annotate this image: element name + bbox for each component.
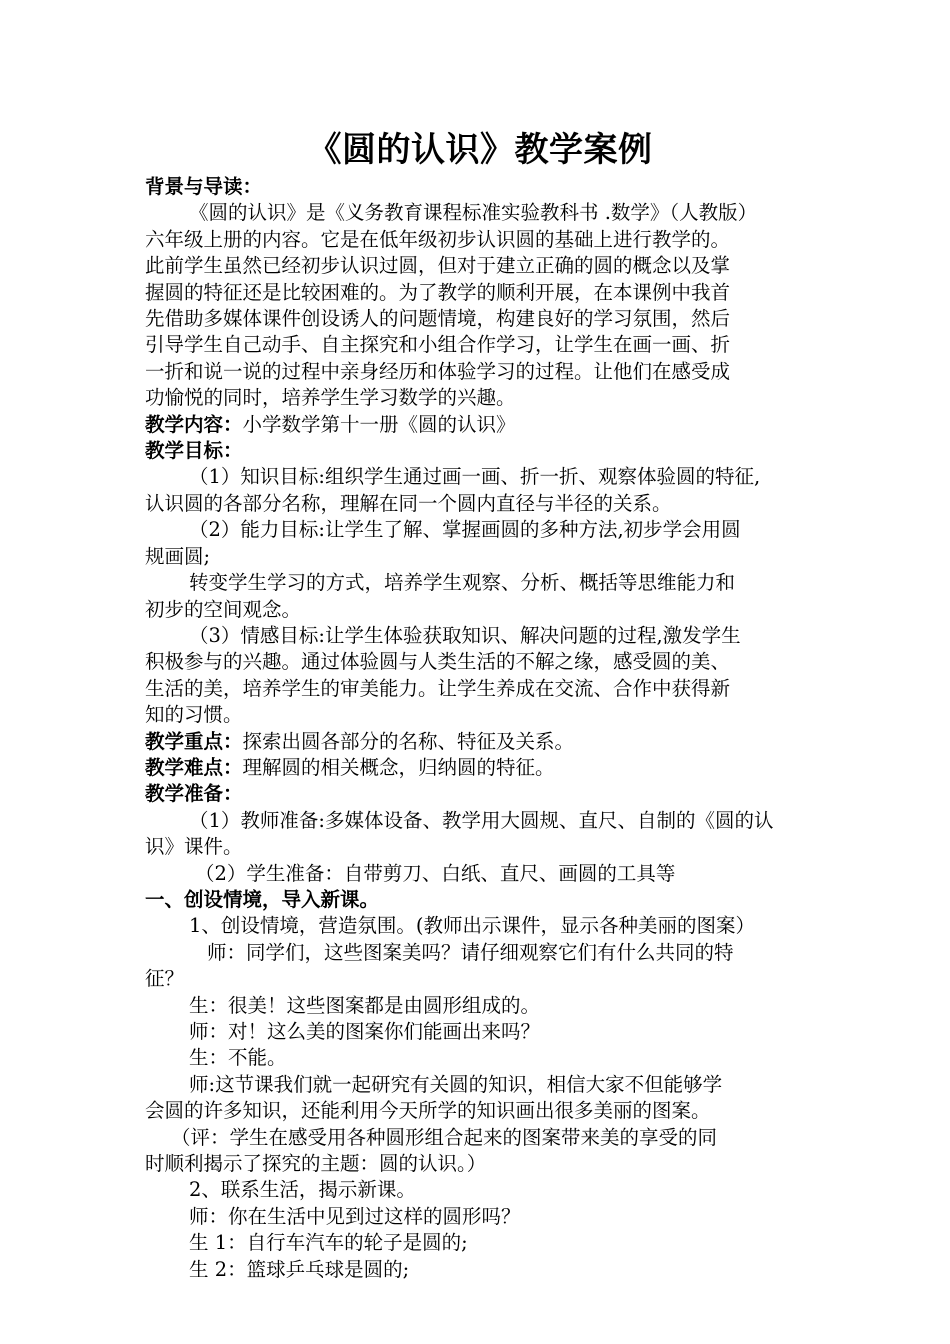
text-line (145, 438, 815, 464)
paragraph-text: 此前学生虽然已经初步认识过圆，但对于建立正确的圆的概念以及掌 (145, 254, 731, 278)
text-line (145, 1257, 815, 1283)
text-line (145, 861, 815, 887)
text-line (145, 464, 815, 490)
text-line (145, 570, 815, 596)
text-line (145, 649, 815, 675)
text-line (145, 1177, 815, 1203)
paragraph-text: 师：对！这么美的图案你们能画出来吗？ (189, 1020, 541, 1043)
text-line (145, 702, 815, 728)
paragraph-text: 小学数学第十一册《圆的认识》 (242, 412, 516, 436)
paragraph-text: （2）能力目标:让学生了解、掌握画圆的多种方法,初步学会用圆 (189, 518, 741, 542)
paragraph-text: 会圆的许多知识，还能利用今天所学的知识画出很多美丽的图案。 (145, 1099, 711, 1123)
paragraph-text: 先借助多媒体课件创设诱人的问题情境，构建良好的学习氛围，然后 (145, 307, 731, 331)
text-line (145, 1072, 815, 1098)
paragraph-text: （1）教师准备:多媒体设备、教学用大圆规、直尺、自制的《圆的认 (189, 808, 774, 832)
paragraph-text: 知的习惯。 (145, 703, 243, 727)
paragraph-text: 生 1：自行车汽车的轮子是圆的; (189, 1231, 468, 1255)
text-line (145, 676, 815, 702)
paragraph-text: 1、创设情境，营造氛围。(教师出示课件，显示各种美丽的图案） (189, 914, 756, 938)
text-line (145, 623, 815, 649)
text-line (145, 808, 815, 834)
paragraph-text: 积极参与的兴趣。通过体验圆与人类生活的不解之缘，感受圆的美、 (145, 650, 731, 674)
paragraph-text: 师：同学们，这些图案美吗？请仔细观察它们有什么共同的特 (207, 940, 734, 964)
text-line (145, 597, 815, 623)
paragraph-text: 师:这节课我们就一起研究有关圆的知识，相信大家不但能够学 (189, 1072, 723, 1096)
section-heading: 一、创设情境，导入新课。 (145, 887, 380, 911)
paragraph-text: 认识圆的各部分名称，理解在同一个圆内直径与半径的关系。 (145, 491, 672, 515)
text-line (145, 1151, 815, 1177)
text-line (145, 1125, 815, 1151)
paragraph-text: 时顺利揭示了探究的主题：圆的认识。） (145, 1152, 487, 1176)
paragraph-text: 生：不能。 (189, 1046, 287, 1070)
section-heading: 教学难点： (145, 755, 243, 779)
paragraph-text: 一折和说一说的过程中亲身经历和体验学习的过程。让他们在感受成 (145, 359, 731, 383)
text-line (145, 993, 815, 1019)
paragraph-text: 生 2：篮球乒乓球是圆的; (189, 1257, 410, 1281)
paragraph-text: （评：学生在感受用各种圆形组合起来的图案带来美的享受的同 (171, 1125, 718, 1149)
text-line (145, 940, 815, 966)
text-line (145, 332, 815, 358)
text-line (145, 280, 815, 306)
document-page (145, 128, 815, 1283)
paragraph-text: 转变学生学习的方式，培养学生观察、分析、概括等思维能力和 (189, 571, 736, 595)
paragraph-text: 规画圆; (145, 544, 211, 568)
text-line (145, 755, 815, 781)
paragraph-text: 初步的空间观念。 (145, 597, 302, 621)
text-line (145, 887, 815, 913)
text-line (145, 781, 815, 807)
paragraph-text: 2、联系生活，揭示新课。 (189, 1178, 416, 1202)
text-line (145, 729, 815, 755)
text-line (145, 359, 815, 385)
text-line (145, 1230, 815, 1256)
paragraph-text: （3）情感目标:让学生体验获取知识、解决问题的过程,激发学生 (189, 623, 741, 647)
paragraph-text: 识》课件。 (145, 835, 243, 859)
text-line (145, 544, 815, 570)
paragraph-text: 理解圆的相关概念，归纳圆的特征。 (242, 755, 555, 779)
paragraph-text: 《圆的认识》是《义务教育课程标准实验教科书 .数学》（人教版） (189, 201, 758, 225)
section-heading: 背景与导读： (145, 175, 263, 198)
text-line (145, 913, 815, 939)
text-line (145, 412, 815, 438)
text-line (145, 306, 815, 332)
paragraph-text: 六年级上册的内容。它是在低年级初步认识圆的基础上进行教学的。 (145, 227, 731, 251)
text-line (145, 1019, 815, 1045)
paragraph-text: （1）知识目标:组织学生通过画一画、折一折、观察体验圆的特征, (189, 465, 761, 489)
paragraph-text: 生：很美！这些图案都是由圆形组成的。 (189, 993, 541, 1017)
page-title: 《圆的认识》教学案例 (307, 130, 653, 170)
paragraph-text: 征？ (145, 967, 185, 991)
paragraph-text: 功愉悦的同时，培养学生学习数学的兴趣。 (145, 386, 516, 410)
text-line (145, 1045, 815, 1071)
text-line (145, 227, 815, 253)
paragraph-text: 握圆的特征还是比较困难的。为了教学的顺利开展，在本课例中我首 (145, 280, 731, 304)
text-line (145, 834, 815, 860)
text-line (145, 491, 815, 517)
section-heading: 教学重点： (145, 729, 243, 753)
text-line (145, 174, 815, 200)
text-line (145, 1098, 815, 1124)
text-line (145, 517, 815, 543)
text-line (145, 966, 815, 992)
paragraph-text: 引导学生自己动手、自主探究和小组合作学习，让学生在画一画、折 (145, 333, 731, 357)
section-heading: 教学目标： (145, 439, 243, 463)
section-heading: 教学准备： (145, 782, 243, 806)
paragraph-text: 探索出圆各部分的名称、特征及关系。 (242, 729, 575, 753)
text-line (145, 1204, 815, 1230)
text-line (145, 200, 815, 226)
paragraph-text: （2）学生准备：自带剪刀、白纸、直尺、画圆的工具等 (195, 861, 676, 885)
document-body (145, 174, 815, 1283)
text-line (145, 385, 815, 411)
paragraph-text: 生活的美，培养学生的审美能力。让学生养成在交流、合作中获得新 (145, 676, 731, 700)
text-line (145, 253, 815, 279)
paragraph-text: 师：你在生活中见到过这样的圆形吗？ (189, 1204, 521, 1228)
section-heading: 教学内容： (145, 412, 243, 436)
